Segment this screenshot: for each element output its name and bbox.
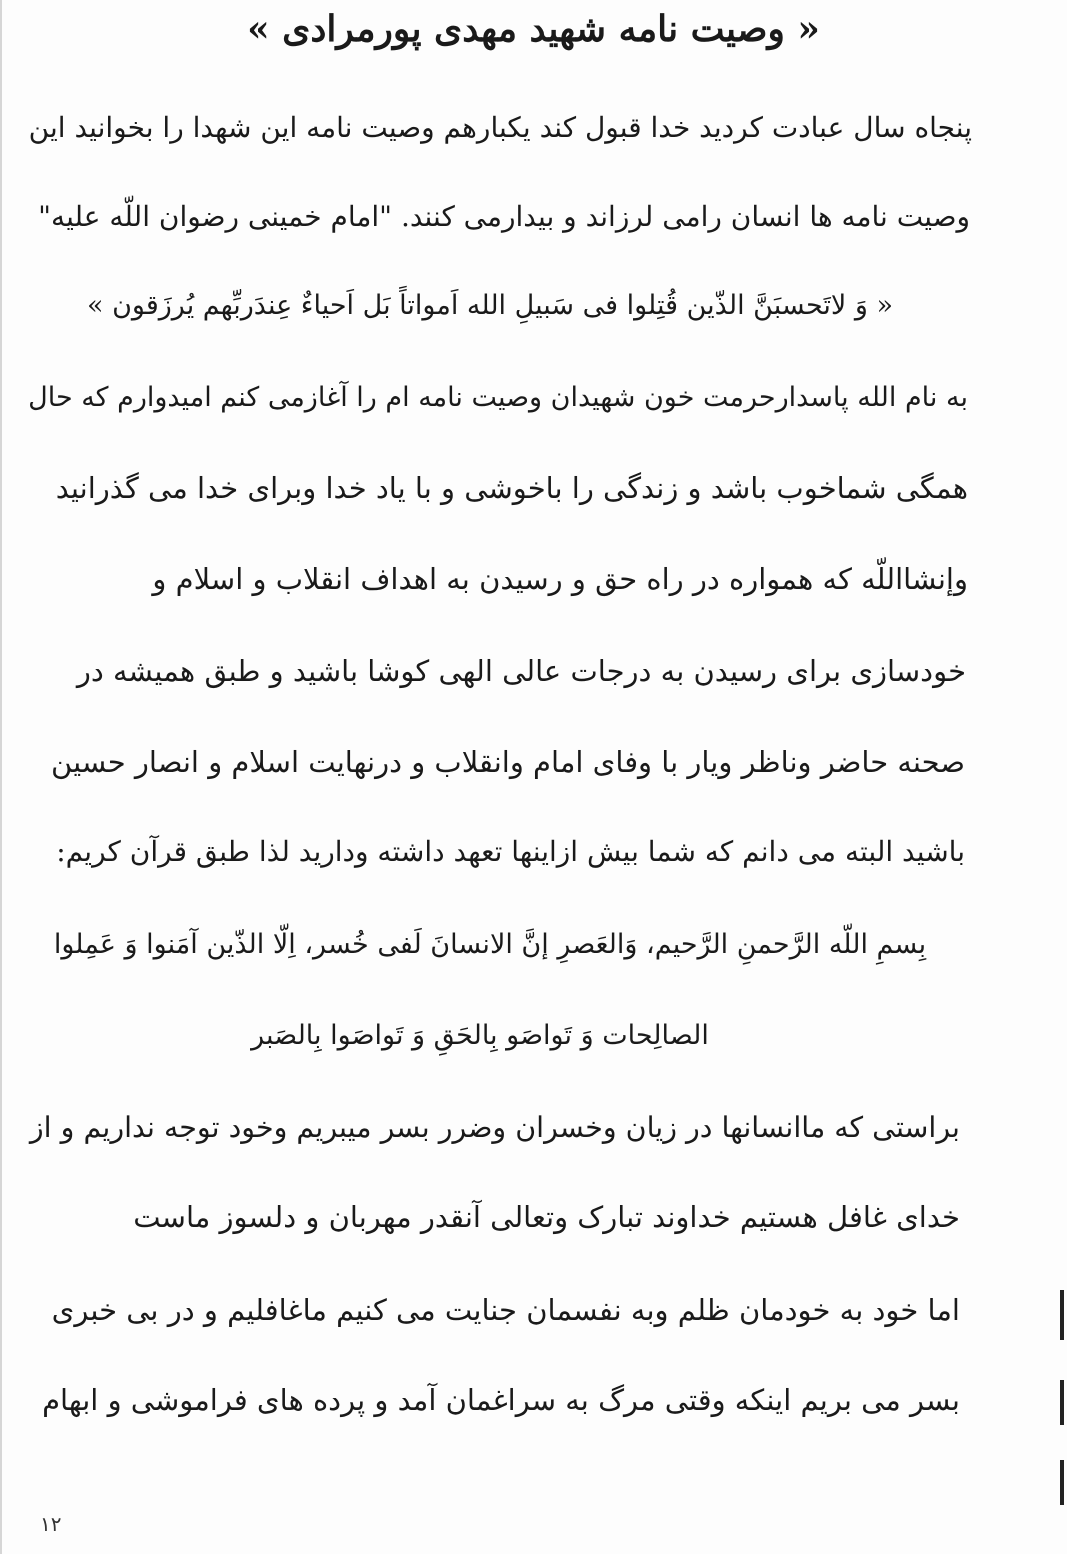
scan-edge-mark [1060, 1460, 1064, 1505]
text-line-15: بسر می بریم اینکه وقتی مرگ به سراغمان آمد و پرده های فراموشی و ابهام [42, 1383, 960, 1417]
text-line-8: صحنه حاضر وناظر ویار با وفای امام وانقلاب و درنهایت اسلام و انصار حسین [51, 745, 965, 779]
text-line-7: خودسازی برای رسیدن به درجات عالی الهی کوشا باشید و طبق همیشه در [76, 654, 966, 688]
page-left-edge [0, 0, 2, 1554]
scan-edge-mark [1060, 1380, 1064, 1425]
text-line-12: براستی که ماانسانها در زیان وخسران وضرر بسر میبریم وخود توجه نداریم و از [29, 1111, 960, 1144]
quran-verse-line-2: بِسمِ اللّه الرَّحمنِ الرَّحیم، وَالعَصرِ إنَّ الانسانَ لَفی خُسر، اِلّا الذّین آمَنوا وَ عَمِلوا [53, 929, 927, 960]
text-line-5: همگی شماخوب باشد و زندگی را باخوشی و با یاد خدا وبرای خدا می گذرانید [55, 471, 968, 505]
quran-verse-line-3: الصالِحات وَ تَواصَو بِالحَقِ وَ تَواصَوا بِالصَبر [251, 1020, 709, 1051]
text-line-4: به نام الله پاسدارحرمت خون شهیدان وصیت نامه ام را آغازمی کنم امیدوارم که حال [28, 382, 968, 413]
document-title: « وصیت نامه شهید مهدی پورمرادی » [247, 8, 820, 50]
scan-edge-mark [1060, 1290, 1064, 1340]
text-line-14: اما خود به خودمان ظلم وبه نفسمان جنایت می کنیم ماغافلیم و در بی خبری [51, 1293, 960, 1327]
text-line-13: خدای غافل هستیم خداوند تبارک وتعالی آنقدر مهربان و دلسوز ماست [133, 1200, 960, 1234]
text-line-1: پنجاه سال عبادت کردید خدا قبول کند یکبارهم وصیت نامه این شهدا را بخوانید این [28, 111, 972, 144]
page-number: ۱۲ [40, 1512, 62, 1536]
text-line-6: وإنشااللّه که همواره در راه حق و رسیدن به اهداف انقلاب و اسلام و [152, 562, 968, 596]
text-line-2: وصیت نامه ها انسان رامی لرزاند و بیدارمی کنند. "امام خمینی رضوان اللّه علیه" [38, 200, 970, 233]
quran-verse-line-1: « وَ لاتَحسبَنَّ الذّین قُتِلوا فی سَبیلِ الله اَمواتاً بَل اَحیاءٌ عِندَربِّهم یُرزَقون » [86, 290, 894, 321]
text-line-9: باشید البته می دانم که شما بیش ازاینها تعهد داشته وداريد لذا طبق قرآن كريم: [56, 835, 965, 868]
